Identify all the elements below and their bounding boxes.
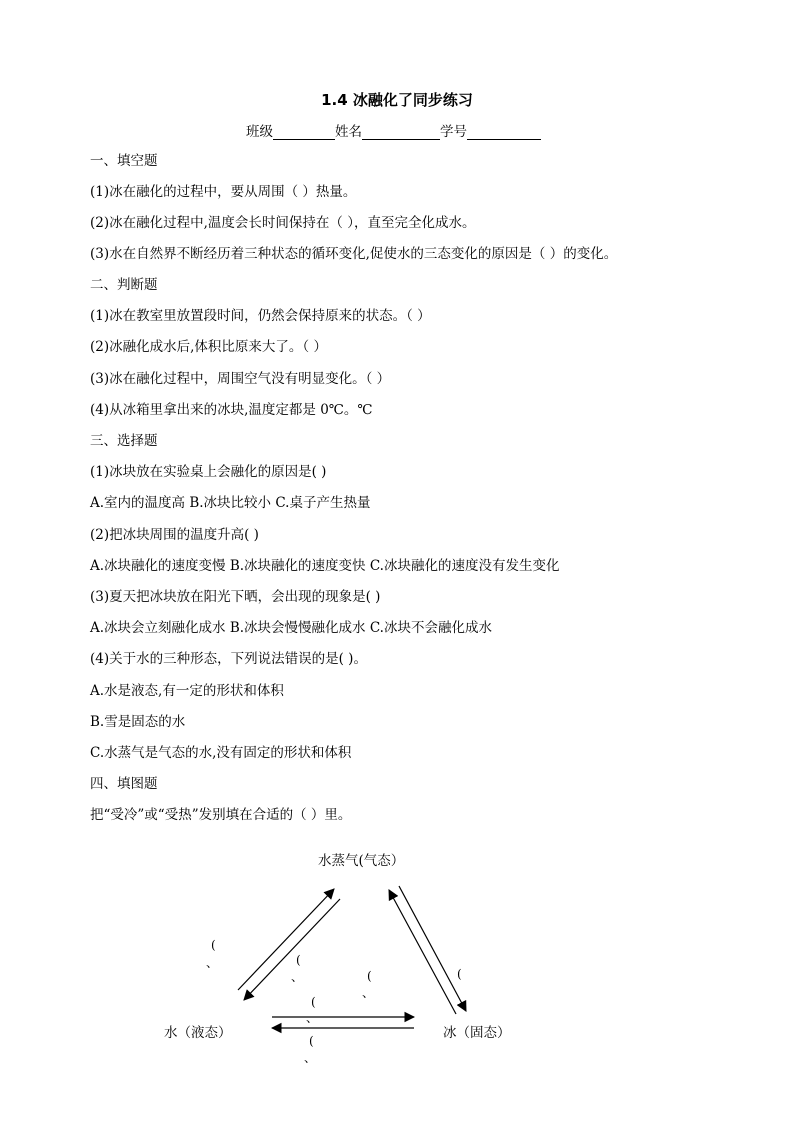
- answer-tick: 、: [304, 1051, 317, 1065]
- answer-paren[interactable]: (: [296, 953, 301, 967]
- answer-paren[interactable]: (: [309, 1034, 314, 1048]
- arrow-water-to-vapor: [238, 889, 334, 990]
- diagram-instruction: 把“受冷”或“受热”发别填在合适的（ ）里。: [90, 807, 352, 823]
- answer-paren[interactable]: (: [457, 967, 462, 981]
- question-text: (3)冰在融化过程中，周围空气没有明显变化。（ ）: [90, 371, 391, 387]
- question-text: (3)水在自然界不断经历着三种状态的循环变化,促使水的三态变化的原因是（ ）的变化。: [90, 246, 618, 262]
- solid-label: 冰（固态）: [443, 1025, 511, 1041]
- question-text: (4)关于水的三种形态，下列说法错误的是( )。: [90, 651, 367, 667]
- choice-options: A.冰块融化的速度变慢 B.冰块融化的速度变快 C.冰块融化的速度没有发生变化: [90, 558, 560, 574]
- choice-option: B.雪是固态的水: [90, 714, 186, 730]
- question-text: (2)冰融化成水后,体积比原来大了。（ ）: [90, 339, 327, 355]
- liquid-label: 水（液态）: [164, 1025, 232, 1041]
- number-label: 学号: [440, 124, 467, 140]
- section-heading-diagram: 四、填图题: [90, 776, 158, 792]
- vapor-label: 水蒸气(气态）: [318, 853, 405, 869]
- section-heading-fill-blank: 一、填空题: [90, 153, 158, 169]
- answer-tick: 、: [291, 970, 304, 984]
- worksheet-title: 1.4 冰融化了同步练习: [321, 91, 473, 109]
- choice-options: A.室内的温度高 B.冰块比较小 C.桌子产生热量: [90, 495, 371, 511]
- question-text: (1)冰块放在实验桌上会融化的原因是( ): [90, 464, 327, 480]
- answer-paren[interactable]: (: [367, 969, 372, 983]
- question-text: (4)从冰箱里拿出来的冰块,温度定都是 0℃。℃: [90, 402, 373, 418]
- section-heading-multiple-choice: 三、选择题: [90, 433, 158, 449]
- answer-paren[interactable]: (: [311, 995, 316, 1009]
- question-text: (2)冰在融化过程中,温度会长时间保持在（ ），直至完全化成水。: [90, 215, 476, 231]
- choice-options: A.冰块会立刻融化成水 B.冰块会慢慢融化成水 C.冰块不会融化成水: [90, 620, 492, 636]
- answer-tick: 、: [306, 1011, 319, 1025]
- answer-tick: 、: [362, 986, 375, 1000]
- section-heading-true-false: 二、判断题: [90, 277, 158, 293]
- question-text: (3)夏天把冰块放在阳光下晒，会出现的现象是( ): [90, 589, 381, 605]
- answer-tick: 、: [206, 956, 219, 970]
- choice-option: C.水蒸气是气态的水,没有固定的形状和体积: [90, 745, 352, 761]
- class-label: 班级: [246, 124, 273, 140]
- choice-option: A.水是液态,有一定的形状和体积: [90, 683, 284, 699]
- question-text: (1)冰在融化的过程中，要从周围（ ）热量。: [90, 184, 357, 200]
- question-text: (1)冰在教室里放置段时间，仍然会保持原来的状态。（ ）: [90, 308, 431, 324]
- name-label: 姓名: [335, 124, 362, 140]
- question-text: (2)把冰块周围的温度升高( ): [90, 527, 259, 543]
- arrow-ice-to-vapor: [389, 890, 456, 1014]
- answer-paren[interactable]: (: [211, 938, 216, 952]
- arrow-vapor-to-ice: [399, 886, 466, 1011]
